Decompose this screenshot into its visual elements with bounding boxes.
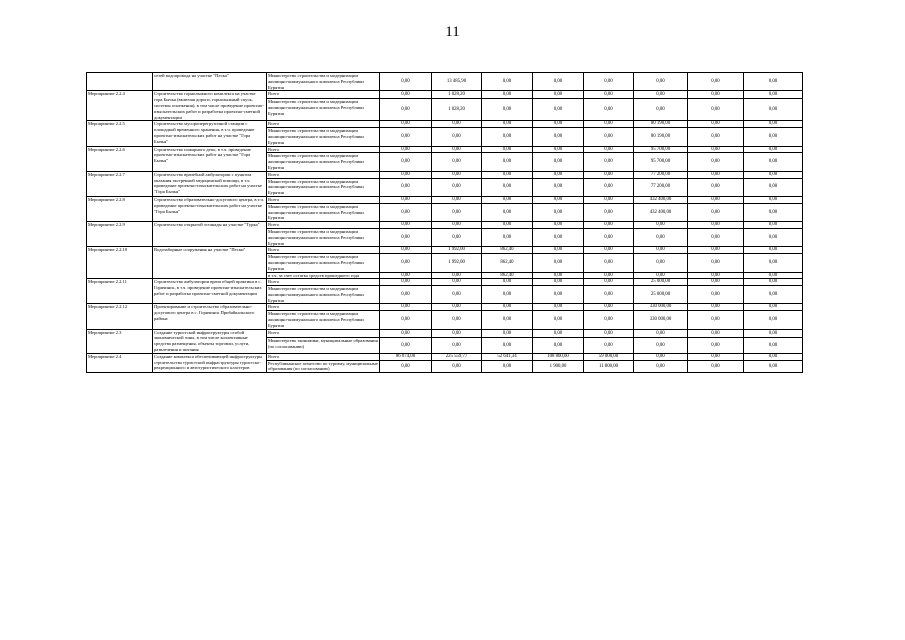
funding-source: в т.ч. за счет остатка средств прошедшего года bbox=[267, 272, 380, 279]
amount-cell: 0,00 bbox=[584, 338, 634, 354]
amount-cell: 0,00 bbox=[533, 196, 584, 203]
amount-cell: 0,00 bbox=[688, 99, 744, 121]
measure-code: Мероприятие 2.2.5 bbox=[87, 121, 153, 146]
amount-cell: 0,00 bbox=[584, 73, 634, 91]
amount-cell: 0,00 bbox=[533, 228, 584, 246]
measure-title: Строительство врачебной амбулатории с пунктом оказания экстренной медицинской помощи, в т.ч. проведение проектно-изыскательских работ на участке "Гора Бычья" bbox=[153, 171, 267, 196]
amount-cell: 0,00 bbox=[688, 73, 744, 91]
amount-cell: 25 000,00 bbox=[634, 286, 688, 304]
funding-source: Министерство строительства и модернизации жилищно-коммунального комплекса Республики Бурятия bbox=[267, 153, 380, 171]
amount-cell: 0,00 bbox=[634, 360, 688, 373]
measure-title: Строительство пожарного депо, в т.ч. проведение проектно-изыскательских работ на участке "Гора Бычья" bbox=[153, 146, 267, 171]
funding-source: Всего bbox=[267, 222, 380, 229]
amount-cell: 0,00 bbox=[688, 146, 744, 153]
funding-source: Министерство строительства и модернизации жилищно-коммунального комплекса Республики Бурятия bbox=[267, 254, 380, 272]
table-row bbox=[87, 171, 803, 178]
measure-title: Строительство образовательно-досугового центра, в т.ч. проведение проектно-изыскательских работ на участке "Гора Бычья" bbox=[153, 196, 267, 221]
table-row bbox=[87, 304, 803, 311]
amount-cell: 0,00 bbox=[482, 228, 533, 246]
amount-cell: 0,00 bbox=[744, 279, 803, 286]
amount-cell: 0,00 bbox=[380, 286, 432, 304]
amount-cell: 0,00 bbox=[533, 99, 584, 121]
measure-code: Мероприятие 2.2.9 bbox=[87, 222, 153, 247]
amount-cell: 0,00 bbox=[380, 247, 432, 254]
amount-cell: 11 800,00 bbox=[584, 360, 634, 373]
measure-code: Мероприятие 2.2.10 bbox=[87, 247, 153, 279]
amount-cell: 0,00 bbox=[688, 128, 744, 146]
amount-cell: 0,00 bbox=[482, 196, 533, 203]
amount-cell: 0,00 bbox=[380, 171, 432, 178]
amount-cell: 0,00 bbox=[584, 171, 634, 178]
amount-cell: 1 992,00 bbox=[432, 254, 482, 272]
amount-cell: 0,00 bbox=[744, 272, 803, 279]
amount-cell: 0,00 bbox=[533, 171, 584, 178]
table-row bbox=[87, 279, 803, 286]
amount-cell: 0,00 bbox=[584, 203, 634, 221]
amount-cell: 0,00 bbox=[533, 286, 584, 304]
amount-cell: 0,00 bbox=[432, 304, 482, 311]
amount-cell: 0,00 bbox=[533, 272, 584, 279]
amount-cell: 0,00 bbox=[482, 146, 533, 153]
funding-source: Министерство строительства и модернизации жилищно-коммунального комплекса Республики Бурятия bbox=[267, 73, 380, 91]
amount-cell: 0,00 bbox=[432, 329, 482, 337]
amount-cell: 0,00 bbox=[584, 196, 634, 203]
amount-cell: 0,00 bbox=[533, 128, 584, 146]
funding-source: Всего bbox=[267, 353, 380, 360]
amount-cell: 0,00 bbox=[744, 222, 803, 229]
amount-cell: 0,00 bbox=[482, 329, 533, 337]
amount-cell: 0,00 bbox=[688, 338, 744, 354]
measure-code: Мероприятие 2.2.6 bbox=[87, 146, 153, 171]
amount-cell: 0,00 bbox=[744, 99, 803, 121]
amount-cell: 0,00 bbox=[744, 286, 803, 304]
funding-source: Министерство строительства и модернизации жилищно-коммунального комплекса Республики Бурятия bbox=[267, 203, 380, 221]
amount-cell: 0,00 bbox=[482, 311, 533, 329]
amount-cell: 0,00 bbox=[482, 222, 533, 229]
amount-cell: 0,00 bbox=[432, 228, 482, 246]
amount-cell: 0,00 bbox=[533, 279, 584, 286]
amount-cell: 0,00 bbox=[584, 222, 634, 229]
amount-cell: 0,00 bbox=[380, 228, 432, 246]
amount-cell: 0,00 bbox=[688, 178, 744, 196]
amount-cell: 0,00 bbox=[380, 121, 432, 128]
measure-title: Проектирование и строительство образовательно-досугового центра в с. Горячинск Прибайкальского района bbox=[153, 304, 267, 329]
amount-cell: 0,00 bbox=[688, 329, 744, 337]
amount-cell: 0,00 bbox=[688, 91, 744, 99]
amount-cell: 0,00 bbox=[380, 329, 432, 337]
amount-cell: 0,00 bbox=[432, 222, 482, 229]
amount-cell: 862,40 bbox=[482, 254, 533, 272]
amount-cell: 0,00 bbox=[744, 121, 803, 128]
funding-source: Всего bbox=[267, 279, 380, 286]
amount-cell: 52 641,34 bbox=[482, 353, 533, 360]
amount-cell: 0,00 bbox=[634, 99, 688, 121]
amount-cell: 0,00 bbox=[533, 338, 584, 354]
amount-cell: 0,00 bbox=[744, 329, 803, 337]
amount-cell: 0,00 bbox=[634, 272, 688, 279]
amount-cell: 0,00 bbox=[744, 254, 803, 272]
amount-cell: 0,00 bbox=[432, 360, 482, 373]
amount-cell: 0,00 bbox=[533, 153, 584, 171]
amount-cell: 0,00 bbox=[688, 286, 744, 304]
amount-cell: 0,00 bbox=[432, 286, 482, 304]
amount-cell: 0,00 bbox=[634, 73, 688, 91]
amount-cell: 0,00 bbox=[744, 178, 803, 196]
amount-cell: 0,00 bbox=[432, 272, 482, 279]
amount-cell: 0,00 bbox=[688, 254, 744, 272]
amount-cell: 0,00 bbox=[634, 91, 688, 99]
amount-cell: 0,00 bbox=[688, 203, 744, 221]
funding-source: Министерство строительства и модернизации жилищно-коммунального комплекса Республики Бурятия bbox=[267, 311, 380, 329]
funding-source: Всего bbox=[267, 196, 380, 203]
amount-cell: 1 992,00 bbox=[432, 247, 482, 254]
amount-cell: 0,00 bbox=[688, 311, 744, 329]
amount-cell: 95 700,00 bbox=[634, 153, 688, 171]
amount-cell: 0,00 bbox=[482, 121, 533, 128]
amount-cell: 0,00 bbox=[744, 353, 803, 360]
amount-cell: 0,00 bbox=[584, 228, 634, 246]
amount-cell: 0,00 bbox=[380, 99, 432, 121]
amount-cell: 0,00 bbox=[380, 146, 432, 153]
amount-cell: 0,00 bbox=[744, 146, 803, 153]
amount-cell: 0,00 bbox=[432, 279, 482, 286]
funding-source: Всего bbox=[267, 121, 380, 128]
amount-cell: 108 800,00 bbox=[533, 353, 584, 360]
amount-cell: 0,00 bbox=[380, 222, 432, 229]
amount-cell: 0,00 bbox=[584, 146, 634, 153]
amount-cell: 0,00 bbox=[432, 178, 482, 196]
table-row bbox=[87, 222, 803, 229]
amount-cell: 0,00 bbox=[584, 279, 634, 286]
table-row bbox=[87, 247, 803, 254]
amount-cell: 0,00 bbox=[584, 304, 634, 311]
funding-source: Республиканское агентство по туризму, муниципальные образования (по согласованию) bbox=[268, 360, 378, 372]
amount-cell: 0,00 bbox=[744, 338, 803, 354]
amount-cell: 0,00 bbox=[688, 171, 744, 178]
measure-title: Водозаборные сооружения на участке "Пески" bbox=[153, 247, 267, 279]
funding-source: Министерство экономики, муниципальные образования (по согласованию) bbox=[267, 338, 380, 354]
amount-cell: 0,00 bbox=[744, 171, 803, 178]
table-row bbox=[87, 353, 803, 360]
amount-cell: 80 190,00 bbox=[634, 128, 688, 146]
amount-cell: 0,00 bbox=[482, 99, 533, 121]
amount-cell: 0,00 bbox=[584, 91, 634, 99]
amount-cell: 0,00 bbox=[432, 128, 482, 146]
measure-code: Мероприятие 2.2.11 bbox=[87, 279, 153, 304]
amount-cell: 1 900,00 bbox=[533, 360, 584, 373]
amount-cell: 0,00 bbox=[380, 196, 432, 203]
amount-cell: 77 200,00 bbox=[634, 171, 688, 178]
amount-cell: 0,00 bbox=[744, 311, 803, 329]
amount-cell: 0,00 bbox=[380, 178, 432, 196]
amount-cell: 25 000,00 bbox=[634, 279, 688, 286]
funding-source: Всего bbox=[267, 146, 380, 153]
funding-source: Министерство строительства и модернизации жилищно-коммунального комплекса Республики Бурятия bbox=[267, 286, 380, 304]
amount-cell: 0,00 bbox=[634, 228, 688, 246]
amount-cell: 0,00 bbox=[432, 153, 482, 171]
amount-cell: 330 000,00 bbox=[634, 311, 688, 329]
amount-cell: 0,00 bbox=[744, 128, 803, 146]
amount-cell: 0,00 bbox=[482, 338, 533, 354]
amount-cell: 0,00 bbox=[634, 247, 688, 254]
amount-cell: 0,00 bbox=[533, 178, 584, 196]
amount-cell: 0,00 bbox=[688, 196, 744, 203]
amount-cell: 0,00 bbox=[482, 91, 533, 99]
measure-title: Строительство мусороперегрузочной станции с площадкой временного хранения, в т.ч. проведение проектно-изыскательских работ на участке "Гора Бычья" bbox=[153, 121, 267, 146]
amount-cell: 0,00 bbox=[380, 338, 432, 354]
amount-cell: 0,00 bbox=[432, 311, 482, 329]
amount-cell: 0,00 bbox=[584, 121, 634, 128]
amount-cell: 0,00 bbox=[688, 304, 744, 311]
measure-code bbox=[87, 73, 153, 91]
funding-source: Всего bbox=[267, 91, 380, 99]
amount-cell: 0,00 bbox=[432, 203, 482, 221]
amount-cell: 0,00 bbox=[380, 254, 432, 272]
amount-cell: 0,00 bbox=[432, 171, 482, 178]
funding-source: Министерство строительства и модернизации жилищно-коммунального комплекса Республики Бурятия bbox=[267, 128, 380, 146]
funding-source: Всего bbox=[267, 171, 380, 178]
amount-cell: 77 200,00 bbox=[634, 178, 688, 196]
funding-source: Министерство строительства и модернизации жилищно-коммунального комплекса Республики Бурятия bbox=[267, 178, 380, 196]
amount-cell: 0,00 bbox=[584, 286, 634, 304]
amount-cell: 0,00 bbox=[634, 338, 688, 354]
table-row bbox=[87, 73, 803, 91]
amount-cell: 0,00 bbox=[533, 247, 584, 254]
amount-cell: 0,00 bbox=[584, 128, 634, 146]
amount-cell: 0,00 bbox=[584, 272, 634, 279]
amount-cell: 0,00 bbox=[482, 360, 533, 373]
amount-cell: 0,00 bbox=[533, 146, 584, 153]
amount-cell: 0,00 bbox=[744, 228, 803, 246]
amount-cell: 0,00 bbox=[584, 329, 634, 337]
amount-cell: 0,00 bbox=[744, 203, 803, 221]
amount-cell: 0,00 bbox=[744, 247, 803, 254]
measure-title: Создание комплекса обеспечивающей инфраструктуры строительства туристской инфраструктуры туристско-рекреационного и автотуристического кластеров bbox=[153, 353, 267, 372]
amount-cell: 0,00 bbox=[533, 91, 584, 99]
amount-cell: 0,00 bbox=[584, 311, 634, 329]
amount-cell: 0,00 bbox=[634, 222, 688, 229]
amount-cell: 80 190,00 bbox=[634, 121, 688, 128]
page-number: 11 bbox=[445, 24, 460, 40]
amount-cell: 0,00 bbox=[482, 203, 533, 221]
amount-cell: 0,00 bbox=[688, 360, 744, 373]
measure-title: Создание туристской инфраструктуры особой экономической зоны, в том числе коллективные средства размещения, объекты торговли, услуги, развлечения и питания bbox=[153, 329, 267, 353]
amount-cell: 0,00 bbox=[634, 329, 688, 337]
amount-cell: 0,00 bbox=[634, 254, 688, 272]
amount-cell: 0,00 bbox=[432, 196, 482, 203]
amount-cell: 0,00 bbox=[482, 286, 533, 304]
amount-cell: 0,00 bbox=[688, 228, 744, 246]
amount-cell: 0,00 bbox=[584, 99, 634, 121]
amount-cell: 0,00 bbox=[533, 254, 584, 272]
table-row bbox=[87, 196, 803, 203]
measure-code: Мероприятие 2.2.12 bbox=[87, 304, 153, 329]
amount-cell: 0,00 bbox=[688, 153, 744, 171]
funding-source: Министерство строительства и модернизации жилищно-коммунального комплекса Республики Бурятия bbox=[267, 228, 380, 246]
amount-cell: 59 000,00 bbox=[584, 353, 634, 360]
amount-cell: 0,00 bbox=[482, 73, 533, 91]
measure-title: Строительство амбулатории врача общей практики в с. Горячинск, в т.ч. проведение проектно-изыскательских работ и разработка проектно-сметной документации bbox=[153, 279, 267, 304]
amount-cell: 0,00 bbox=[688, 222, 744, 229]
funding-source: Министерство строительства и модернизации жилищно-коммунального комплекса Республики Бурятия bbox=[267, 99, 380, 121]
amount-cell: 1 028,20 bbox=[432, 91, 482, 99]
amount-cell: 1 028,20 bbox=[432, 99, 482, 121]
table-row bbox=[87, 91, 803, 99]
amount-cell: 0,00 bbox=[533, 304, 584, 311]
amount-cell: 0,00 bbox=[584, 247, 634, 254]
measure-code: Мероприятие 2.4 bbox=[87, 353, 153, 372]
amount-cell: 432 400,00 bbox=[634, 203, 688, 221]
amount-cell: 0,00 bbox=[533, 222, 584, 229]
amount-cell: 0,00 bbox=[533, 329, 584, 337]
amount-cell: 432 400,00 bbox=[634, 196, 688, 203]
amount-cell: 0,00 bbox=[482, 279, 533, 286]
amount-cell: 0,00 bbox=[533, 121, 584, 128]
amount-cell: 0,00 bbox=[380, 360, 432, 373]
amount-cell: 0,00 bbox=[380, 311, 432, 329]
amount-cell: 330 000,00 bbox=[634, 304, 688, 311]
funding-source: Всего bbox=[267, 247, 380, 254]
amount-cell: 862,40 bbox=[482, 272, 533, 279]
measure-code: Мероприятие 2.2.4 bbox=[87, 91, 153, 121]
amount-cell: 0,00 bbox=[744, 304, 803, 311]
amount-cell: 0,00 bbox=[482, 153, 533, 171]
table-row bbox=[87, 329, 803, 337]
amount-cell: 0,00 bbox=[380, 279, 432, 286]
amount-cell: 0,00 bbox=[482, 304, 533, 311]
amount-cell: 225 559,77 bbox=[432, 353, 482, 360]
measure-code: Мероприятие 2.3 bbox=[87, 329, 153, 353]
amount-cell: 0,00 bbox=[432, 338, 482, 354]
amount-cell: 95 700,00 bbox=[634, 146, 688, 153]
amount-cell: 0,00 bbox=[744, 360, 803, 373]
amount-cell: 0,00 bbox=[432, 121, 482, 128]
table-body bbox=[87, 73, 803, 373]
measure-title: Строительство горнолыжного комплекса на участке гора Бычья (включая дороги, горнолыжный спуск, системы оснежения), в том числе проведение проектно-изыскательских работ и разработка проектно-сметной документации bbox=[153, 91, 267, 121]
amount-cell: 0,00 bbox=[482, 171, 533, 178]
funding-source: Всего bbox=[267, 329, 380, 337]
measure-code: Мероприятие 2.2.7 bbox=[87, 171, 153, 196]
measure-title: сетей водопровода на участке "Песка" bbox=[153, 73, 267, 91]
amount-cell: 0,00 bbox=[482, 178, 533, 196]
amount-cell: 86 074,00 bbox=[380, 353, 432, 360]
amount-cell: 862,40 bbox=[482, 247, 533, 254]
amount-cell: 0,00 bbox=[482, 128, 533, 146]
amount-cell: 0,00 bbox=[533, 73, 584, 91]
table-row bbox=[87, 121, 803, 128]
amount-cell: 0,00 bbox=[533, 203, 584, 221]
amount-cell: 0,00 bbox=[533, 311, 584, 329]
amount-cell: 0,00 bbox=[584, 254, 634, 272]
amount-cell: 0,00 bbox=[744, 91, 803, 99]
amount-cell: 0,00 bbox=[688, 247, 744, 254]
amount-cell: 0,00 bbox=[688, 279, 744, 286]
amount-cell: 0,00 bbox=[634, 353, 688, 360]
amount-cell: 0,00 bbox=[744, 73, 803, 91]
amount-cell: 0,00 bbox=[744, 196, 803, 203]
amount-cell: 0,00 bbox=[744, 153, 803, 171]
amount-cell: 0,00 bbox=[380, 153, 432, 171]
measure-title: Строительство открытой эстакады на участке "Турка" bbox=[153, 222, 267, 247]
amount-cell: 0,00 bbox=[380, 272, 432, 279]
amount-cell: 0,00 bbox=[380, 91, 432, 99]
measure-code: Мероприятие 2.2.8 bbox=[87, 196, 153, 221]
amount-cell: 0,00 bbox=[380, 73, 432, 91]
funding-source: Всего bbox=[267, 304, 380, 311]
amount-cell: 0,00 bbox=[380, 203, 432, 221]
amount-cell: 0,00 bbox=[688, 272, 744, 279]
amount-cell: 0,00 bbox=[688, 121, 744, 128]
amount-cell: 0,00 bbox=[380, 128, 432, 146]
amount-cell: 0,00 bbox=[584, 153, 634, 171]
table-row bbox=[87, 146, 803, 153]
amount-cell: 0,00 bbox=[380, 304, 432, 311]
amount-cell: 0,00 bbox=[688, 353, 744, 360]
amount-cell: 0,00 bbox=[584, 178, 634, 196]
amount-cell: 13 485,90 bbox=[432, 73, 482, 91]
budget-table bbox=[86, 72, 803, 373]
amount-cell: 0,00 bbox=[432, 146, 482, 153]
